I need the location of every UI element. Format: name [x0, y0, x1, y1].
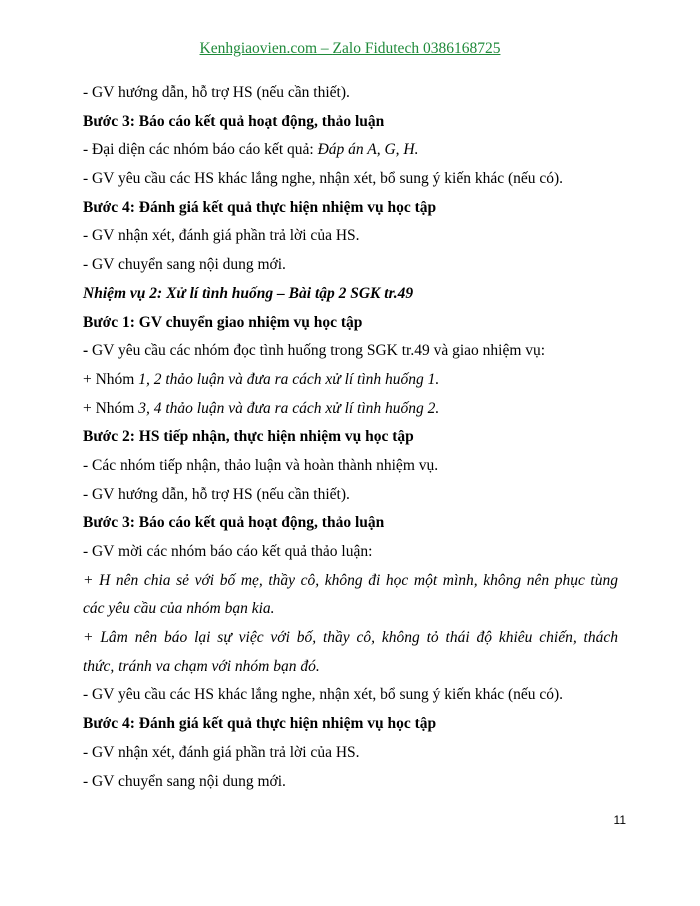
text-segment: - Đại diện các nhóm báo cáo kết quả:	[83, 141, 318, 159]
step-heading: Bước 3: Báo cáo kết quả hoạt động, thảo luận	[83, 112, 385, 130]
text-line	[83, 370, 618, 399]
text-line: - GV mời các nhóm báo cáo kết quả thảo luận:	[83, 543, 373, 560]
text-line	[83, 140, 618, 169]
text-line: - GV chuyển sang nội dung mới.	[83, 256, 286, 274]
text-line: - GV chuyển sang nội dung mới.	[83, 772, 286, 790]
header-separator: –	[317, 40, 333, 57]
header-site-link[interactable]: Kenhgiaovien.com	[199, 40, 318, 57]
text-line: - GV yêu cầu các HS khác lắng nghe, nhận xét, bổ sung ý kiến khác (nếu có).	[83, 686, 564, 704]
step-heading: Bước 2: HS tiếp nhận, thực hiện nhiệm vụ học tập	[83, 428, 414, 446]
text-line	[83, 341, 618, 370]
step-heading: Bước 3: Báo cáo kết quả hoạt động, thảo luận	[83, 514, 385, 532]
step-heading: Bước 4: Đánh giá kết quả thực hiện nhiệm vụ học tập	[83, 715, 437, 733]
answer-line: các yêu cầu của nhóm bạn kia.	[83, 600, 275, 618]
step-heading: Bước 1: GV chuyển giao nhiệm vụ học tập	[83, 313, 363, 331]
text-line: - GV nhận xét, đánh giá phần trả lời của HS.	[83, 227, 360, 245]
answer-line: thức, tránh va chạm với nhóm bạn đó.	[83, 657, 320, 675]
italic-segment: 1, 2 thảo luận và đưa ra cách xử lí tình huống 1.	[138, 370, 440, 388]
text-line: - GV hướng dẫn, hỗ trợ HS (nếu cần thiết).	[83, 485, 350, 503]
text-segment: + Nhóm	[83, 399, 139, 417]
italic-segment: 3, 4 thảo luận và đưa ra cách xử lí tình huống 2.	[138, 399, 440, 417]
text-line: - GV hướng dẫn, hỗ trợ HS (nếu cần thiết).	[83, 84, 350, 101]
text-segment: + Nhóm	[83, 370, 139, 388]
task-heading: Nhiệm vụ 2: Xử lí tình huống – Bài tập 2 SGK tr.49	[83, 284, 414, 302]
answer-text: Đáp án A, G, H.	[317, 141, 419, 159]
answer-line: + H nên chia sẻ với bố mẹ, thầy cô, không đi học một mình, không nên phục tùng	[83, 571, 618, 589]
step-heading: Bước 4: Đánh giá kết quả thực hiện nhiệm vụ học tập	[83, 198, 437, 216]
header-contact-link[interactable]: Zalo Fidutech 0386168725	[332, 40, 501, 57]
text-segment: GV yêu cầu các nhóm đọc tình huống trong SGK tr.49 và giao nhiệm vụ:	[88, 342, 546, 360]
answer-line: + Lâm nên báo lại sự việc với bố, thầy cô, không tỏ thái độ khiêu chiến, thách	[83, 629, 618, 647]
page-header	[0, 40, 700, 58]
text-line: - GV nhận xét, đánh giá phần trả lời của HS.	[83, 743, 360, 761]
text-line: - Các nhóm tiếp nhận, thảo luận và hoàn thành nhiệm vụ.	[83, 456, 439, 474]
bold-dash: -	[83, 342, 89, 360]
text-line	[83, 399, 618, 428]
document-body	[83, 83, 618, 800]
text-line: - GV yêu cầu các HS khác lắng nghe, nhận xét, bổ sung ý kiến khác (nếu có).	[83, 170, 564, 188]
page-number: 11	[613, 813, 626, 827]
